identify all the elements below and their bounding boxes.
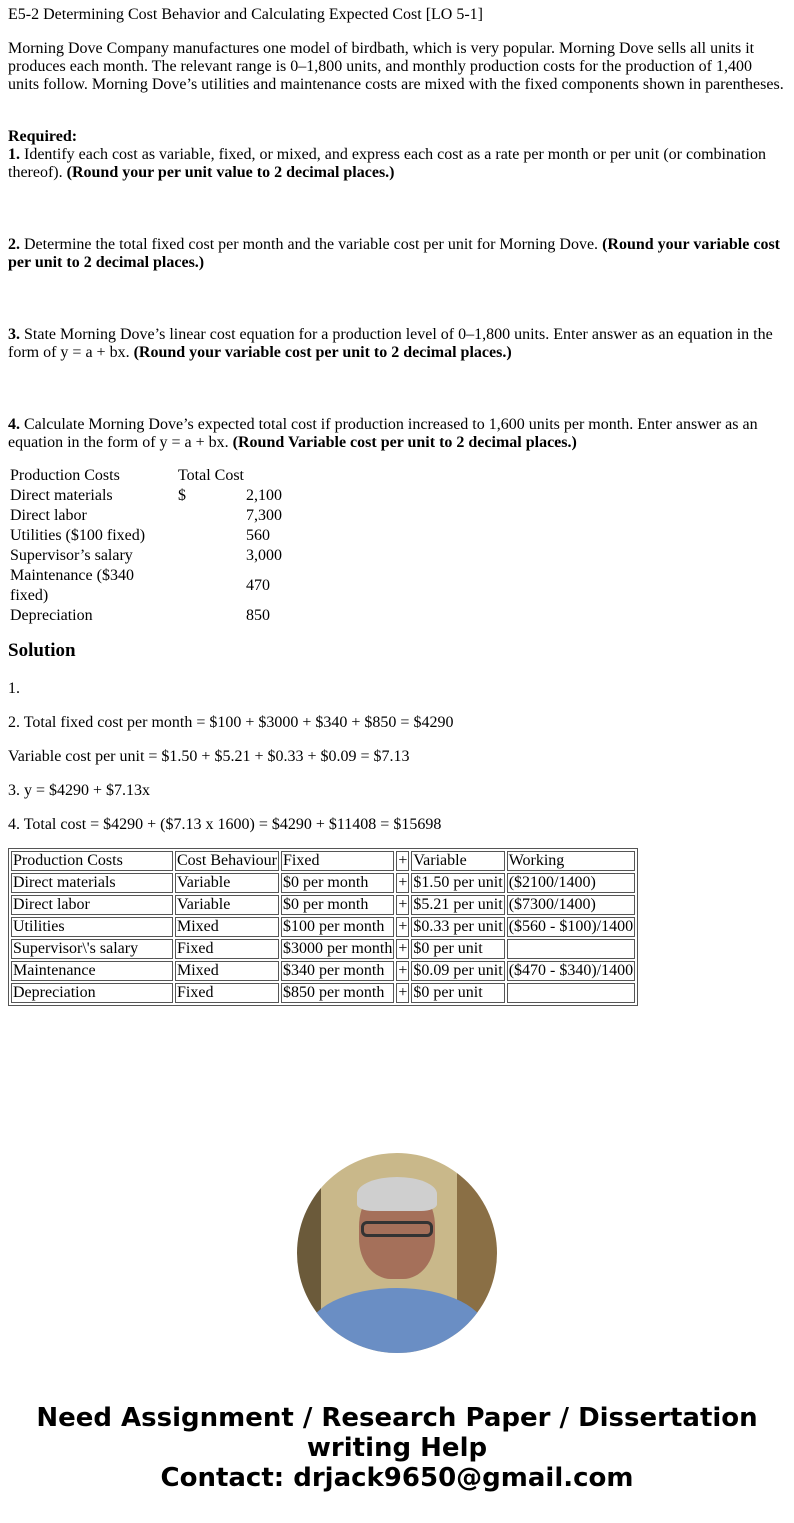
cell [507, 939, 635, 959]
table-row [8, 486, 284, 506]
q-text: Calculate Morning Dove’s expected total cost if production increased to 1,600 units per month. Enter answer as an equation in the form of y = a + bx. [8, 416, 758, 451]
cell: Fixed [175, 939, 279, 959]
q-num: 4. [8, 416, 20, 433]
table-row [8, 526, 284, 546]
author-photo [297, 1153, 497, 1353]
doc-title: E5-2 Determining Cost Behavior and Calculating Expected Cost [LO 5-1] [8, 6, 483, 23]
table-row [11, 983, 635, 1003]
q-note: (Round your variable cost per unit to 2 decimal places.) [8, 236, 780, 271]
cell: 470 [246, 577, 270, 594]
cell: Mixed [175, 961, 279, 981]
table-header [8, 466, 284, 486]
q-text: Determine the total fixed cost per month and the variable cost per unit for Morning Dove. [20, 236, 603, 253]
cell: Mixed [175, 917, 279, 937]
q-note: (Round your variable cost per unit to 2 decimal places.) [133, 344, 512, 361]
required-section [8, 128, 786, 452]
table-row [11, 895, 635, 915]
cell: + [398, 874, 408, 891]
cell: Direct materials [10, 487, 113, 504]
cell: Fixed [175, 983, 279, 1003]
q-note: (Round Variable cost per unit to 2 decimal places.) [232, 434, 577, 451]
table-row [8, 566, 284, 606]
cell: + [398, 896, 408, 913]
footer-ad [0, 1403, 794, 1493]
table-row [11, 917, 635, 937]
cell: $3000 per month [283, 940, 393, 957]
cost-table [8, 466, 284, 626]
question-2 [8, 236, 786, 272]
cell: Variable [175, 873, 279, 893]
solution-line: 3. y = $4290 + $7.13x [8, 782, 151, 799]
cell: + [398, 852, 408, 869]
q-text: Identify each cost as variable, fixed, or mixed, and express each cost as a rate per month or per unit (or combination thereof). [8, 146, 766, 181]
cell: $1.50 per unit [413, 874, 503, 891]
currency-cell: $ [178, 487, 186, 504]
cell: Fixed [281, 851, 394, 871]
question-3 [8, 326, 786, 362]
cell: Production Costs [11, 851, 173, 871]
solution-table [8, 848, 638, 1006]
solution-lines [8, 680, 786, 834]
cell: Direct materials [11, 873, 173, 893]
cell: $5.21 per unit [413, 896, 503, 913]
cell: Direct labor [10, 507, 87, 524]
q-num: 1. [8, 146, 20, 163]
cell: $100 per month [281, 917, 394, 937]
hair [357, 1177, 437, 1211]
table-row [11, 961, 635, 981]
solution-line: 4. Total cost = $4290 + ($7.13 x 1600) = $4290 + $11408 = $15698 [8, 816, 442, 833]
cell: Supervisor\'s salary [11, 939, 173, 959]
table-row [8, 606, 284, 626]
cell: $850 per month [281, 983, 394, 1003]
cell: ($470 - $340)/1400 [508, 962, 634, 979]
cell: ($2100/1400) [507, 873, 635, 893]
table-row [8, 506, 284, 526]
cell: Utilities [11, 917, 173, 937]
q-num: 3. [8, 326, 20, 343]
cell: $0 per unit [411, 939, 504, 959]
cell: Direct labor [11, 895, 173, 915]
glasses-icon [361, 1221, 433, 1237]
cell: $0.33 per unit [413, 918, 503, 935]
q-note: (Round your per unit value to 2 decimal places.) [66, 164, 395, 181]
shirt [307, 1288, 487, 1353]
header-cell: Total Cost [178, 467, 244, 484]
cell: $0.09 per unit [413, 962, 503, 979]
cell: Utilities ($100 fixed) [10, 527, 146, 544]
cell: $0 per month [281, 873, 394, 893]
cell: Variable [411, 851, 504, 871]
cell: + [398, 940, 408, 957]
q-num: 2. [8, 236, 20, 253]
contact-email: Contact: drjack9650@gmail.com [160, 1463, 634, 1493]
cell: ($560 - $100)/1400 [508, 918, 634, 935]
cell: Depreciation [10, 607, 93, 624]
cell: Maintenance [11, 961, 173, 981]
solution-heading: Solution [8, 640, 76, 661]
solution-line: Variable cost per unit = $1.50 + $5.21 + $0.33 + $0.09 = $7.13 [8, 748, 410, 765]
cell: + [398, 962, 408, 979]
question-4 [8, 416, 786, 452]
cell: 2,100 [246, 487, 282, 504]
cell: + [398, 984, 408, 1001]
cell: + [398, 918, 408, 935]
required-label: Required: [8, 128, 78, 145]
cell: Maintenance ($340 fixed) [10, 567, 134, 604]
cell: Variable [175, 895, 279, 915]
table-row [11, 873, 635, 893]
cell: Supervisor’s salary [10, 547, 133, 564]
table-row [8, 546, 284, 566]
table-row [11, 939, 635, 959]
question-1 [8, 146, 786, 182]
cell: Depreciation [11, 983, 173, 1003]
footer-line: Need Assignment / Research Paper / Dissertation writing Help [36, 1403, 758, 1463]
table-header [11, 851, 635, 871]
header-cell: Production Costs [10, 467, 120, 484]
cell: ($7300/1400) [507, 895, 635, 915]
cell: Cost Behaviour [177, 852, 277, 869]
cell: Working [507, 851, 635, 871]
cell: 7,300 [246, 507, 282, 524]
cell: 3,000 [246, 547, 282, 564]
cell: $0 per unit [411, 983, 504, 1003]
cell: 850 [246, 607, 270, 624]
cell: 560 [246, 527, 270, 544]
cell: $0 per month [281, 895, 394, 915]
solution-line: 1. [8, 680, 20, 697]
intro-paragraph: Morning Dove Company manufactures one model of birdbath, which is very popular. Morning Dove sells all units it produces each month. The relevant range is 0–1,800 units, and monthly production costs for the production of 1,400 units follow. Morning Dove’s utilities and maintenance costs are mixed with the fixed components shown in parentheses. [8, 40, 784, 93]
q-text: State Morning Dove’s linear cost equation for a production level of 0–1,800 units. Enter answer as an equation in the form of y = a + bx. [8, 326, 773, 361]
cell [507, 983, 635, 1003]
solution-line: 2. Total fixed cost per month = $100 + $3000 + $340 + $850 = $4290 [8, 714, 454, 731]
cell: $340 per month [281, 961, 394, 981]
